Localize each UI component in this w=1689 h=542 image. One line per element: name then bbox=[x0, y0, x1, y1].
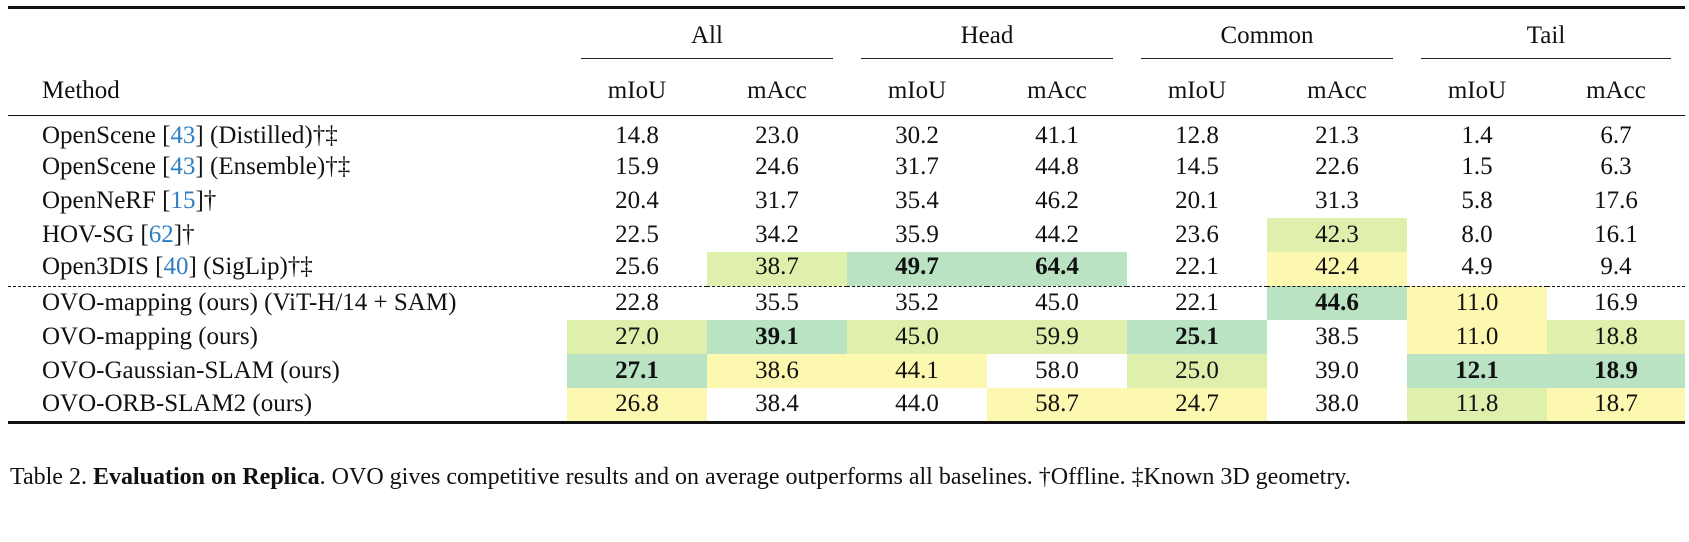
table-row bbox=[8, 354, 1685, 388]
group-header-tail: Tail bbox=[1407, 8, 1685, 68]
metric-cell: 25.6 bbox=[615, 252, 659, 280]
method-name-text: OVO-mapping (ours) (ViT-H/14 + SAM) bbox=[42, 289, 457, 317]
method-name bbox=[8, 354, 567, 388]
metric-cell: 30.2 bbox=[895, 122, 939, 149]
citation-link[interactable]: 40 bbox=[163, 252, 189, 280]
method-name bbox=[8, 252, 567, 286]
metric-header: mIoU bbox=[1127, 67, 1267, 116]
metric-cell: 41.1 bbox=[1035, 122, 1079, 149]
metric-cell: 16.9 bbox=[1547, 286, 1685, 320]
method-name-text: OVO-Gaussian-SLAM (ours) bbox=[42, 357, 340, 384]
table-row bbox=[8, 218, 1685, 252]
table-caption bbox=[8, 462, 1687, 492]
metric-cell: 22.6 bbox=[1315, 153, 1359, 180]
metric-cell: 11.0 bbox=[1407, 320, 1547, 354]
table-row bbox=[8, 184, 1685, 218]
metric-cell: 38.6 bbox=[707, 354, 847, 388]
metric-cell: 27.0 bbox=[567, 320, 707, 354]
table-row bbox=[8, 150, 1685, 184]
metric-cell: 15.9 bbox=[615, 153, 659, 180]
metric-cell: 22.8 bbox=[567, 286, 707, 320]
metric-cell: 23.6 bbox=[1175, 221, 1219, 248]
method-column-header: Method bbox=[8, 67, 567, 116]
metric-cell: 58.7 bbox=[987, 388, 1127, 422]
metric-cell: 31.3 bbox=[1315, 187, 1359, 214]
group-header-row bbox=[8, 8, 1685, 68]
group-header-common: Common bbox=[1127, 8, 1407, 68]
metric-cell: 38.0 bbox=[1267, 388, 1407, 422]
metric-cell: 11.0 bbox=[1407, 286, 1547, 320]
metric-cell: 18.9 bbox=[1547, 354, 1685, 388]
method-name-text: ] (Distilled)†‡ bbox=[195, 122, 338, 149]
metric-cell: 26.8 bbox=[567, 388, 707, 422]
metric-cell: 39.0 bbox=[1315, 357, 1359, 384]
method-name bbox=[8, 320, 567, 354]
metric-header-row bbox=[8, 67, 1685, 116]
method-name bbox=[8, 388, 567, 422]
metric-header: mIoU bbox=[567, 67, 707, 116]
table-row bbox=[8, 286, 1685, 320]
caption-text: . OVO gives competitive results and on average outperforms all baselines. †Offline. ‡Known 3D geometry. bbox=[319, 464, 1351, 490]
metric-cell: 44.1 bbox=[847, 354, 987, 388]
metric-cell: 6.7 bbox=[1600, 122, 1632, 149]
metric-cell: 6.3 bbox=[1600, 153, 1632, 180]
metric-cell: 23.0 bbox=[755, 122, 799, 149]
citation-link[interactable]: 43 bbox=[170, 122, 196, 149]
metric-cell: 27.1 bbox=[567, 354, 707, 388]
metric-cell: 1.4 bbox=[1461, 122, 1493, 149]
results-table-container bbox=[8, 6, 1685, 424]
metric-cell: 17.6 bbox=[1594, 187, 1638, 214]
group-header-head: Head bbox=[847, 8, 1127, 68]
method-name-text: OpenScene [ bbox=[42, 153, 171, 180]
method-name-text: Open3DIS [ bbox=[42, 252, 164, 280]
metric-cell: 22.1 bbox=[1127, 286, 1267, 320]
metric-cell: 1.5 bbox=[1461, 153, 1493, 180]
metric-cell: 44.8 bbox=[1035, 153, 1079, 180]
method-name-text: OVO-ORB-SLAM2 (ours) bbox=[42, 390, 313, 418]
metric-cell: 16.1 bbox=[1594, 221, 1638, 248]
metric-header: mAcc bbox=[1267, 67, 1407, 116]
metric-cell: 59.9 bbox=[987, 320, 1127, 354]
metric-cell: 46.2 bbox=[1035, 187, 1079, 214]
metric-cell: 42.4 bbox=[1267, 252, 1407, 286]
metric-cell: 38.7 bbox=[707, 252, 847, 286]
metric-cell: 11.8 bbox=[1407, 388, 1547, 422]
metric-header: mIoU bbox=[1407, 67, 1547, 116]
metric-cell: 14.5 bbox=[1175, 153, 1219, 180]
metric-cell: 35.5 bbox=[707, 286, 847, 320]
metric-cell: 38.4 bbox=[707, 388, 847, 422]
method-name-text: ]† bbox=[195, 187, 217, 214]
metric-cell: 35.2 bbox=[847, 286, 987, 320]
method-name bbox=[8, 150, 567, 184]
metric-cell: 45.0 bbox=[847, 320, 987, 354]
method-name-text: OVO-mapping (ours) bbox=[42, 323, 258, 350]
method-name bbox=[8, 184, 567, 218]
table-row bbox=[8, 252, 1685, 286]
metric-cell: 20.4 bbox=[615, 187, 659, 214]
metric-header: mAcc bbox=[1547, 67, 1685, 116]
metric-cell: 31.7 bbox=[755, 187, 799, 214]
metric-cell: 21.3 bbox=[1315, 122, 1359, 149]
metric-cell: 44.2 bbox=[1035, 221, 1079, 248]
metric-cell: 34.2 bbox=[755, 221, 799, 248]
metric-cell: 24.6 bbox=[755, 153, 799, 180]
metric-cell: 49.7 bbox=[847, 252, 987, 286]
metric-cell: 25.0 bbox=[1127, 354, 1267, 388]
metric-cell: 44.6 bbox=[1267, 286, 1407, 320]
metric-cell: 12.8 bbox=[1175, 122, 1219, 149]
results-table bbox=[8, 6, 1685, 424]
metric-cell: 24.7 bbox=[1127, 388, 1267, 422]
citation-link[interactable]: 62 bbox=[148, 221, 174, 248]
table-row bbox=[8, 320, 1685, 354]
metric-cell: 58.0 bbox=[1035, 357, 1079, 384]
metric-cell: 35.9 bbox=[895, 221, 939, 248]
method-name-text: OpenScene [ bbox=[42, 122, 171, 149]
metric-cell: 25.1 bbox=[1127, 320, 1267, 354]
table-row bbox=[8, 116, 1685, 151]
metric-cell: 42.3 bbox=[1267, 218, 1407, 252]
metric-cell: 22.1 bbox=[1175, 252, 1219, 280]
method-name-text: OpenNeRF [ bbox=[42, 187, 171, 214]
method-name-text: ] (SigLip)†‡ bbox=[188, 252, 313, 280]
metric-cell: 18.8 bbox=[1547, 320, 1685, 354]
metric-header: mAcc bbox=[987, 67, 1127, 116]
metric-cell: 20.1 bbox=[1175, 187, 1219, 214]
caption-prefix: Table 2. bbox=[10, 464, 87, 490]
method-name bbox=[8, 286, 567, 320]
metric-cell: 45.0 bbox=[987, 286, 1127, 320]
metric-cell: 18.7 bbox=[1547, 388, 1685, 422]
metric-cell: 38.5 bbox=[1315, 323, 1359, 350]
metric-cell: 5.8 bbox=[1461, 187, 1493, 214]
metric-cell: 64.4 bbox=[987, 252, 1127, 286]
metric-cell: 14.8 bbox=[615, 122, 659, 149]
group-header-all: All bbox=[567, 8, 847, 68]
metric-cell: 35.4 bbox=[895, 187, 939, 214]
metric-cell: 8.0 bbox=[1461, 221, 1493, 248]
metric-cell: 39.1 bbox=[707, 320, 847, 354]
method-name bbox=[8, 218, 567, 252]
metric-header: mAcc bbox=[707, 67, 847, 116]
caption-title: Evaluation on Replica bbox=[92, 464, 320, 490]
metric-cell: 44.0 bbox=[847, 388, 987, 422]
method-name-text: ]† bbox=[173, 221, 195, 248]
table-row bbox=[8, 388, 1685, 422]
metric-cell: 12.1 bbox=[1407, 354, 1547, 388]
metric-header: mIoU bbox=[847, 67, 987, 116]
metric-cell: 22.5 bbox=[615, 221, 659, 248]
method-name bbox=[8, 116, 567, 151]
citation-link[interactable]: 15 bbox=[170, 187, 196, 214]
metric-cell: 31.7 bbox=[895, 153, 939, 180]
citation-link[interactable]: 43 bbox=[170, 153, 196, 180]
method-name-text: HOV-SG [ bbox=[42, 221, 149, 248]
empty-corner bbox=[8, 8, 567, 68]
metric-cell: 9.4 bbox=[1600, 252, 1632, 280]
metric-cell: 4.9 bbox=[1461, 252, 1493, 280]
method-name-text: ] (Ensemble)†‡ bbox=[195, 153, 351, 180]
table-body bbox=[8, 116, 1685, 423]
